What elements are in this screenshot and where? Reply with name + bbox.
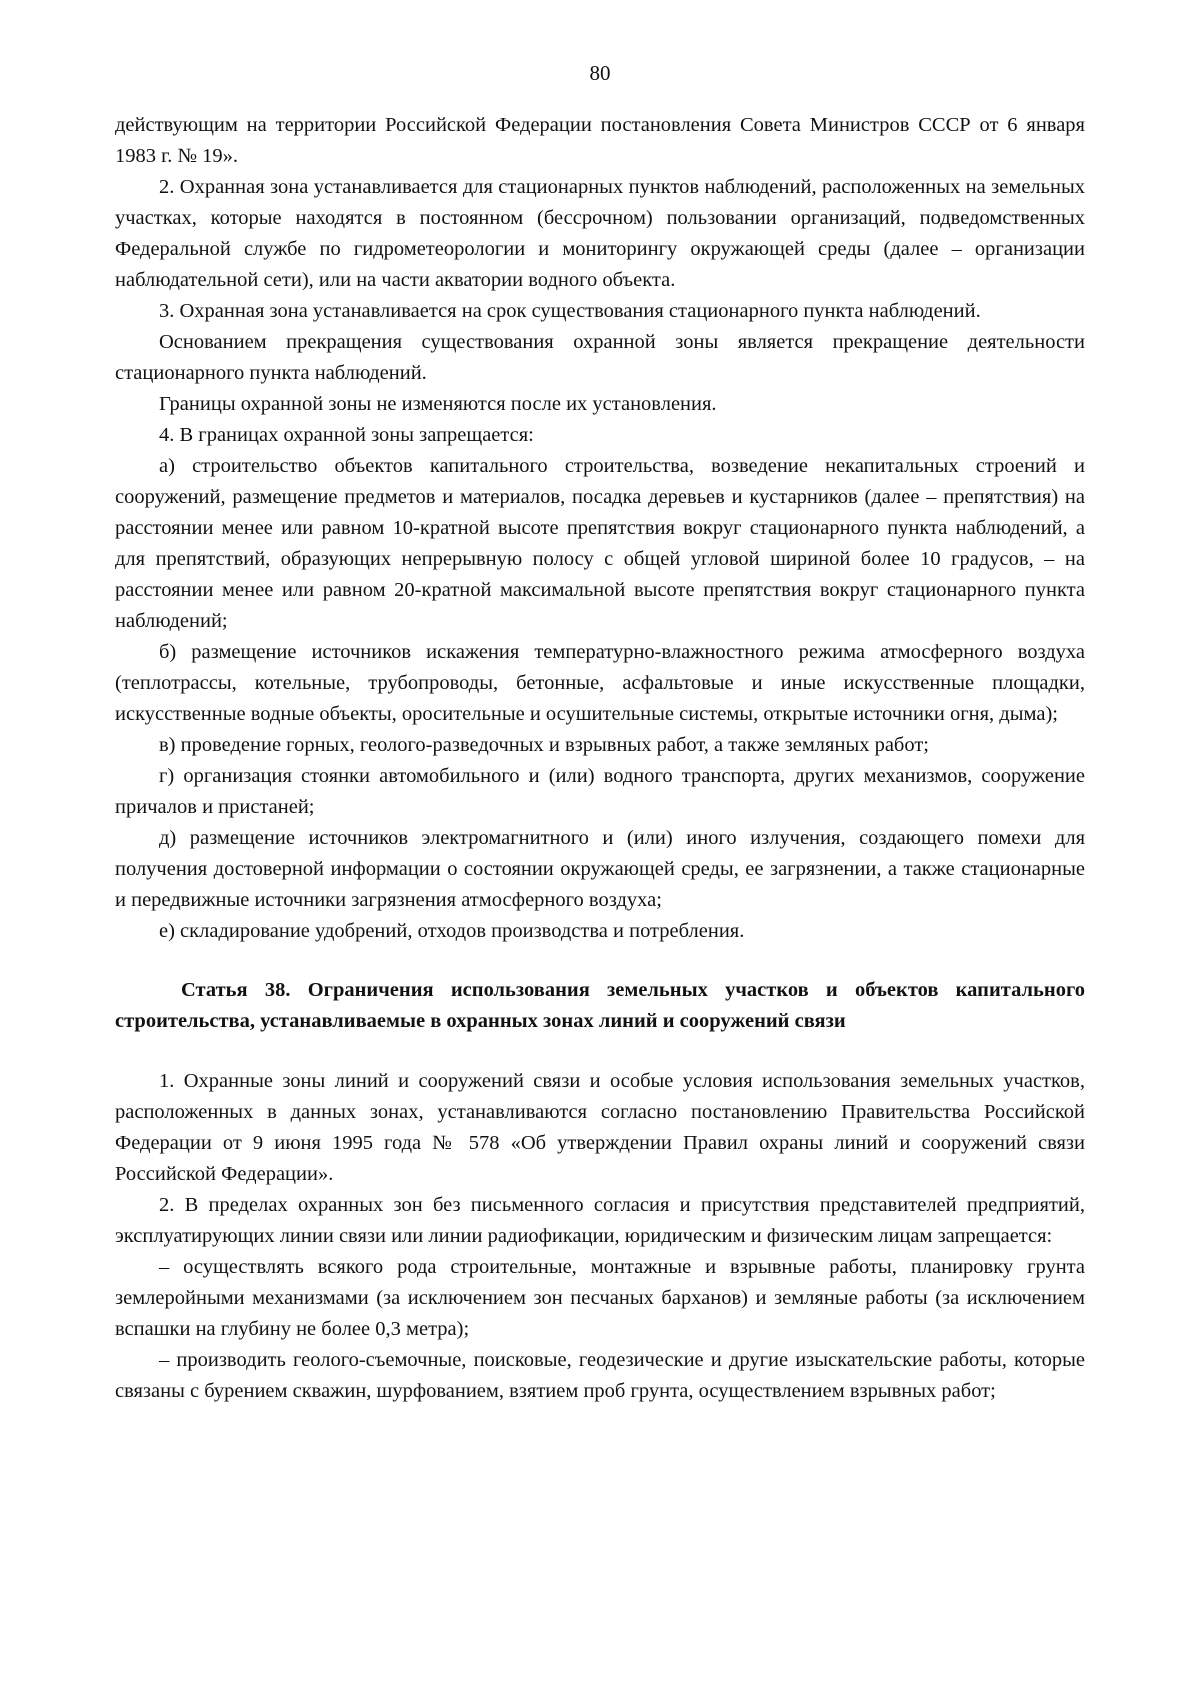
list-item-g: г) организация стоянки автомобильного и (или) водного транспорта, других механизмов, сооружение причалов и пристаней; <box>115 765 1085 818</box>
list-item-v: в) проведение горных, геолого-разведочных и взрывных работ, а также земляных работ; <box>159 734 930 756</box>
paragraph-item-3: 3. Охранная зона устанавливается на срок существования стационарного пункта наблюдений. <box>159 300 981 322</box>
paragraph-termination: Основанием прекращения существования охранной зоны является прекращение деятельности стационарного пункта наблюдений. <box>115 331 1085 384</box>
dash-item-2: – производить геолого-съемочные, поисковые, геодезические и другие изыскательские работы, которые связаны с бурением скважин, шурфованием, взятием проб грунта, осуществлением взрывных работ; <box>115 1349 1085 1402</box>
article-paragraph-2: 2. В пределах охранных зон без письменного согласия и присутствия представителей предприятий, эксплуатирующих линии связи или линии радиофикации, юридическим и физическим лицам запрещается: <box>115 1194 1085 1247</box>
paragraph-continuation: действующим на территории Российской Федерации постановления Совета Министров СССР от 6 января 1983 г. № 19». <box>115 114 1085 167</box>
dash-item-1: – осуществлять всякого рода строительные, монтажные и взрывные работы, планировку грунта землеройными механизмами (за исключением зон песчаных барханов) и земляные работы (за исключением вспашки на глубину не более 0,3 метра); <box>115 1256 1085 1340</box>
document-body <box>115 110 1085 1407</box>
paragraph-borders: Границы охранной зоны не изменяются после их установления. <box>159 393 717 415</box>
page-number: 80 <box>589 61 611 85</box>
list-item-e: е) складирование удобрений, отходов производства и потребления. <box>159 920 745 942</box>
paragraph-item-2: 2. Охранная зона устанавливается для стационарных пунктов наблюдений, расположенных на земельных участках, которые находятся в постоянном (бессрочном) пользовании организаций, подведомственных Федеральной службе по гидрометеорологии и мониторингу окружающей среды (далее – организации наблюдательной сети), или на части акватории водного объекта. <box>115 176 1085 291</box>
list-item-a: а) строительство объектов капитального строительства, возведение некапитальных строений и сооружений, размещение предметов и материалов, посадка деревьев и кустарников (далее – препятствия) на расстоянии менее или равном 10-кратной высоте препятствия вокруг стационарного пункта наблюдений, а для препятствий, образующих непрерывную полосу с общей угловой шириной более 10 градусов, – на расстоянии менее или равном 20-кратной максимальной высоте препятствия вокруг стационарного пункта наблюдений; <box>115 455 1085 632</box>
paragraph-item-4: 4. В границах охранной зоны запрещается: <box>159 424 534 446</box>
article-paragraph-1: 1. Охранные зоны линий и сооружений связи и особые условия использования земельных участков, расположенных в данных зонах, устанавливаются согласно постановлению Правительства Российской Федерации от 9 июня 1995 года № 578 «Об утверждении Правил охраны линий и сооружений связи Российской Федерации». <box>115 1070 1085 1185</box>
article-heading: Статья 38. Ограничения использования земельных участков и объектов капитального строительства, устанавливаемые в охранных зонах линий и сооружений связи <box>115 979 1085 1032</box>
list-item-b: б) размещение источников искажения температурно-влажностного режима атмосферного воздуха (теплотрассы, котельные, трубопроводы, бетонные, асфальтовые и иные искусственные площадки, искусственные водные объекты, оросительные и осушительные системы, открытые источники огня, дыма); <box>115 641 1085 725</box>
list-item-d: д) размещение источников электромагнитного и (или) иного излучения, создающего помехи для получения достоверной информации о состоянии окружающей среды, ее загрязнении, а также стационарные и передвижные источники загрязнения атмосферного воздуха; <box>115 827 1085 911</box>
